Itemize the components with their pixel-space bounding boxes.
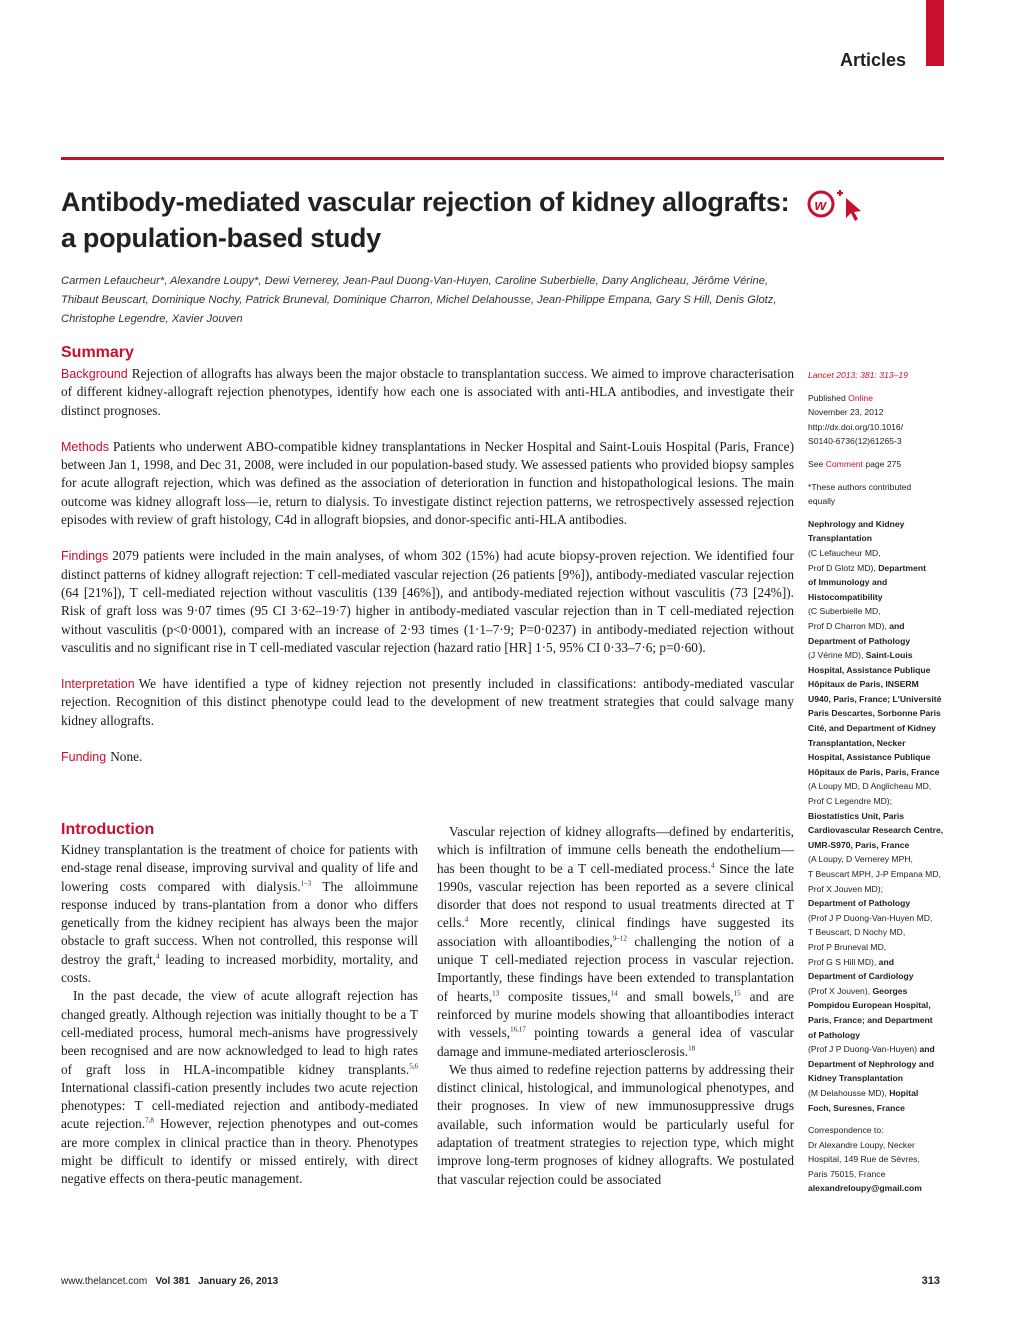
affiliation-line: Pompidou European Hospital, [808, 1000, 931, 1011]
body-paragraph: Vascular rejection of kidney allografts—defined by endarteritis, which is infiltration of immune cells beneath the endothelium—has been thought to be a T cell-mediated process.$^4$ Since the late 1990s, vascular rejection has been reported as a severe clinical disorder that does not respond to usual treatments directed at T cells.$^4$ More recently, clinical findings have suggested its association with alloantibodies,$^{9-12}$ challenging the notion of a unique T cell-mediated rejection process in vascular rejection. Importantly, these findings have been extended to transplantation of hearts,$^{13}$ composite tissues,$^{14}$ and small bowels,$^{15}$ and are reinforced by murine models showing that alloantibodies interact with vessels,$^{16,17}$ pointing towards a general idea of vascular damage and immune-mediated arteriosclerosis.$^{18}$ [437, 824, 795, 1059]
author-list [61, 272, 801, 329]
summary-background [61, 365, 794, 420]
affiliation-line: (Prof J P Duong-Van-Huyen MD, [808, 912, 933, 923]
publication-block: Published Online November 23, 2012 http://dx.doi.org/10.1016/ S0140-6736(12)61265-3 [808, 391, 948, 449]
reference-link[interactable]: 7,8 [145, 1117, 154, 1126]
affiliation-line: Prof X Jouven MD); [808, 883, 883, 894]
section-color-tab [926, 0, 944, 66]
introduction-heading: Introduction [61, 821, 155, 838]
summary-methods [61, 438, 794, 529]
affiliation-line: of Immunology and [808, 577, 888, 588]
reference-link[interactable]: 4 [711, 861, 715, 870]
reference-link[interactable]: 5,6 [409, 1062, 418, 1071]
body-paragraph: In the past decade, the view of acute allograft rejection has changed greatly. Although rejection was initially thought to be a T cell-mediated process, humoral mech-anisms have progressively been recognised and are now acknowledged to lead to high rates of graft loss in HLA-incompatible kidney transplants.$^{5,6}$ International classifi-cation presently includes two acute rejection phenotypes: T cell-mediated rejection and antibody-mediated acute rejection.$^{7,8}$ However, rejection phenotypes and out-comes are more complex in clinical practice than in theory. Phenotypes might be difficult to identify or missed entirely, with direct negative effects on thera-peutic management. [61, 988, 419, 1187]
affiliation-line: Hôpitaux de Paris, INSERM [808, 679, 919, 690]
online-link[interactable]: Online [848, 392, 873, 403]
page-number: 313 [921, 1275, 940, 1287]
affiliation-line: Prof D Glotz MD), Department [808, 562, 926, 573]
affiliation-line: Histocompatibility [808, 591, 883, 602]
affiliation-line: Paris Descartes, Sorbonne Paris [808, 708, 941, 719]
doi-link[interactable]: S0140-6736(12)61265-3 [808, 436, 902, 447]
interpretation-label: Interpretation [61, 677, 135, 692]
reference-link[interactable]: 9–12 [612, 934, 627, 943]
affiliation-line: Prof P Bruneval MD, [808, 941, 887, 952]
summary-abstract [61, 365, 794, 784]
body-paragraph: We thus aimed to redefine rejection patterns by addressing their distinct clinical, histological, and immunological phenotypes, and their prognoses. In view of new immunosuppressive drugs available, such information would be particularly useful for adaptation of treatment strategies to rejection type, which might improve long-term prognoses of kidney allografts. We postulated that vascular rejection could be associated [437, 1061, 794, 1187]
comment-block: See Comment page 275 [808, 458, 902, 469]
reference-link[interactable]: 15 [733, 989, 741, 998]
body-paragraph: Kidney transplantation is the treatment of choice for patients with end-stage renal disease, improving survival and quality of life and lowering costs compared with dialysis.$^{1-3}$ The alloimmune response induced by trans-plantation from a donor who differs genetically from the kidney recipient has always been the major obstacle to graft success. When not controlled, this response will destroy the graft,$^4$ leading to increased morbidity, mortality, and costs. [61, 842, 418, 986]
findings-text: 2079 patients were included in the main analyses, of whom 302 (15%) had acute biopsy-proven rejection. We identified four distinct patterns of kidney allograft rejection: T cell-mediated vascular rejection (26 patients [9%]), antibody-mediated vascular rejection (64 [21%]), T cell-mediated rejection without vasculitis (139 [46%]), and antibody-mediated rejection without vasculitis (73 [24%]). Risk of graft loss was 9·07 times (95 CI 3·62–19·7) higher in antibody-mediated vascular rejection than in T cell-mediated rejection without vasculitis (p<0·0001), compared with an increase of 2·93 times (1·1–7·9; P=0·0237) in antibody-mediated rejection without vasculitis and no significant rise in T cell-mediated vascular rejection (hazard ratio [HR] 1·5, 95% CI 0·33–7·6; p=0·60). [61, 548, 794, 655]
author-line: Carmen Lefaucheur*, Alexandre Loupy*, Dewi Vernerey, Jean-Paul Duong-Van-Huyen, Caroline Suberbielle, Dany Anglicheau, Jérôme Vérine, [61, 275, 769, 287]
affiliation-line: Prof G S Hill MD), and [808, 956, 894, 967]
affiliation-line: Cardiovascular Research Centre, [808, 825, 944, 836]
background-text: Rejection of allografts has always been the major obstacle to transplantation success. We aimed to improve characterisation of different kidney-allograft rejection phenotypes, identify how each one is associated with anti-HLA antibodies, and investigate their distinct prognoses. [61, 366, 794, 418]
background-label: Background [61, 367, 128, 381]
affiliation-line: Paris, France; and Department [808, 1014, 933, 1025]
correspondence-block: Correspondence to: Dr Alexandre Loupy, Necker Hospital, 149 Rue de Sèvres, Paris 75015, France alexandreloupy@gmail.com [808, 1123, 948, 1196]
affiliation-line: (C Suberbielle MD, [808, 606, 881, 617]
svg-text:w: w [814, 197, 827, 214]
footer-volume: Vol 381 [155, 1276, 190, 1287]
title-line-1: Antibody-mediated vascular rejection of kidney allografts: [61, 187, 790, 217]
affiliation-line: Transplantation, Necker [808, 737, 906, 748]
affiliation-line: (A Loupy, D Vernerey MPH, [808, 854, 913, 865]
header-rule [61, 157, 944, 160]
funding-label: Funding [61, 750, 107, 765]
affiliation-line: Prof D Charron MD), and [808, 620, 905, 631]
citation-block [808, 368, 948, 383]
reference-link[interactable]: 18 [688, 1044, 696, 1053]
affiliation-line: (Prof X Jouven), Georges [808, 985, 908, 996]
affiliation-line: U940, Paris, France; L'Université [808, 693, 942, 704]
affiliation-line: Department of Cardiology [808, 971, 914, 982]
affiliation-line: (J Vérine MD), Saint-Louis [808, 650, 913, 661]
affiliation-line: (A Loupy MD, D Anglicheau MD, [808, 781, 932, 792]
doi-link[interactable]: http://dx.doi.org/10.1016/ [808, 421, 904, 432]
equal-contribution-note: *These authors contributed equally [808, 481, 912, 507]
footer-journal-info [61, 1276, 278, 1287]
title-line-2: a population-based study [61, 223, 381, 253]
sidebar-notes [808, 368, 948, 1204]
affiliation-line: Hospital, Assistance Publique [808, 752, 931, 763]
methods-text: Patients who underwent ABO-compatible kidney transplantations in Necker Hospital and Saint-Louis Hospital (Paris, France) between Jan 1, 1998, and Dec 31, 2008, were included in our population-based study. We assessed patients who provided biopsy samples for acute allograft rejection, which was defined as the association of deterioration in function and histopathological lesions. The main outcome was kidney allograft loss—ie, return to dialysis. To investigate distinct rejection patterns, we retrospectively assessed rejection episodes with review of graft histology, C4d in allograft biopsies, and donor-specific anti-HLA antibodies. [61, 438, 794, 528]
affiliation-line: UMR-S970, Paris, France [808, 839, 910, 850]
reference-link[interactable]: 13 [492, 989, 500, 998]
reference-link[interactable]: 4 [155, 952, 160, 961]
affiliation-line: (C Lefaucheur MD, [808, 547, 881, 558]
author-line: Christophe Legendre, Xavier Jouven [61, 313, 243, 325]
affiliation-line: Transplantation [808, 533, 872, 544]
online-first-cursor-icon[interactable] [804, 182, 864, 222]
affiliation-line: Hospital, Assistance Publique [808, 664, 931, 675]
reference-link[interactable]: 1–3 [300, 879, 312, 888]
affiliation-line: T Beuscart MPH, J-P Empana MD, [808, 869, 941, 879]
affiliation-line: Biostatistics Unit, Paris [808, 810, 904, 821]
affiliation-line: Prof C Legendre MD); [808, 796, 893, 807]
section-label: Articles [839, 50, 906, 70]
affiliation-line: (Prof J P Duong-Van-Huyen) and [808, 1044, 935, 1055]
affiliation-line: Department of Pathology [808, 635, 911, 646]
reference-link[interactable]: 4 [464, 916, 469, 925]
affiliation-line: Department of Pathology [808, 898, 911, 909]
summary-interpretation [61, 675, 794, 730]
body-column-1 [61, 841, 418, 1189]
affiliation-line: Hôpitaux de Paris, Paris, France [808, 766, 940, 777]
reference-link[interactable]: 14 [610, 989, 618, 998]
findings-label: Findings [61, 549, 109, 564]
author-line: Thibaut Beuscart, Dominique Nochy, Patrick Bruneval, Dominique Charron, Michel Delahousse, Jean-Philippe Empana, Gary S Hill, Denis Glotz, [61, 294, 777, 306]
affiliation-line: Nephrology and Kidney [808, 518, 905, 529]
affiliation-line: of Pathology [808, 1029, 861, 1040]
summary-funding [61, 748, 794, 766]
affiliation-line: Department of Nephrology and [808, 1058, 935, 1069]
affiliation-line: Foch, Suresnes, France [808, 1102, 905, 1113]
summary-heading: Summary [61, 344, 134, 361]
affiliation-line: (M Delahousse MD), Hopital [808, 1087, 919, 1098]
methods-label: Methods [61, 439, 109, 454]
footer-date: January 26, 2013 [198, 1276, 279, 1287]
citation: Lancet 2013; 381: 313–19 [808, 370, 908, 380]
summary-findings [61, 547, 794, 657]
funding-text: None. [110, 749, 143, 765]
reference-link[interactable]: 16,17 [510, 1025, 526, 1034]
article-title [61, 184, 791, 256]
comment-link[interactable]: Comment [825, 458, 863, 469]
interpretation-text: We have identified a type of kidney rejection not presently included in classifications: antibody-mediated vascular rejection. Recognition of this distinct phenotype could lead to the development of new treatment strategies that could salvage many kidney allografts. [61, 676, 794, 728]
affiliation-line: Cité, and Department of Kidney [808, 723, 936, 734]
affiliation-line: Kidney Transplantation [808, 1073, 904, 1084]
affiliation-line: T Beuscart, D Nochy MD, [808, 927, 906, 938]
footer-site[interactable]: www.thelancet.com [61, 1276, 148, 1287]
affiliations [808, 517, 948, 1115]
email-link[interactable]: alexandreloupy@gmail.com [808, 1183, 922, 1194]
body-column-2 [437, 823, 794, 1189]
